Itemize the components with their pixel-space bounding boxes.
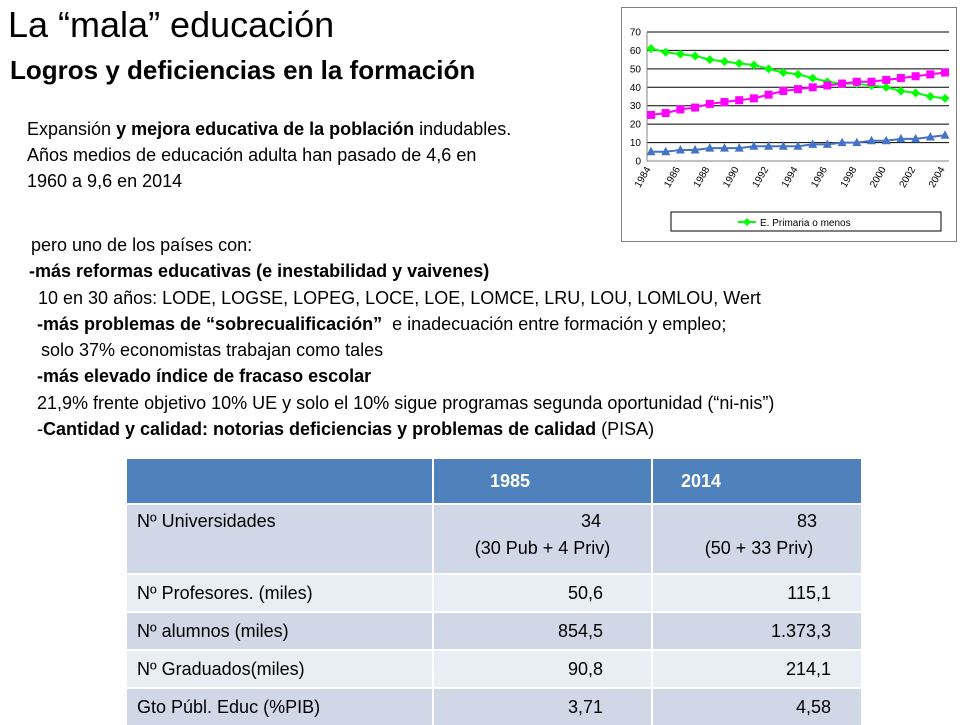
point-reforms-detail: 10 en 30 años: LODE, LOGSE, LOPEG, LOCE, LOE, LOMCE, LRU, LOU, LOMLOU, Wert xyxy=(38,287,761,308)
row-value-1985: 854,5 xyxy=(433,612,652,650)
data-point xyxy=(911,88,920,97)
data-point xyxy=(662,109,670,117)
row-value-2014: 1.373,3 xyxy=(652,612,862,650)
x-tick-label: 2002 xyxy=(897,165,919,190)
x-tick-label: 1986 xyxy=(662,165,683,190)
value-2014-main: 83 xyxy=(796,511,817,531)
point-failure-detail: 21,9% frente objetivo 10% UE y solo el 10% sigue programas segunda oportunidad (“ni-nis”) xyxy=(37,392,775,413)
data-point xyxy=(691,104,699,112)
intro-line-1-post: indudables. xyxy=(414,119,512,139)
data-point xyxy=(897,74,905,82)
y-tick-label: 70 xyxy=(629,27,641,39)
row-value-1985 xyxy=(433,504,652,574)
row-label: Nº Profesores. (miles) xyxy=(127,574,433,612)
intro-line-2: Años medios de educación adulta han pasado de 4,6 en xyxy=(27,145,477,165)
row-value-2014: 214,1 xyxy=(652,650,862,688)
table-row xyxy=(127,574,862,612)
point-quality xyxy=(29,416,954,442)
row-label: Nº Universidades xyxy=(127,504,433,574)
row-label: Nº Graduados(miles) xyxy=(127,650,433,688)
table-row xyxy=(127,650,862,688)
x-tick-label: 1988 xyxy=(691,165,713,190)
data-point xyxy=(896,86,905,95)
row-label: Nº alumnos (miles) xyxy=(127,612,433,650)
x-tick-label: 1998 xyxy=(838,164,860,190)
data-point xyxy=(794,70,803,79)
data-point xyxy=(941,69,949,77)
data-point xyxy=(808,74,817,83)
data-point xyxy=(676,105,684,113)
chart-svg xyxy=(622,8,956,241)
x-tick-label: 1994 xyxy=(779,165,801,190)
slide-title: La “mala” educación xyxy=(8,4,335,45)
data-point xyxy=(779,87,787,95)
table-row xyxy=(127,612,862,650)
data-point xyxy=(735,59,744,68)
point-quality-pre: - xyxy=(37,419,43,440)
data-point xyxy=(941,94,950,103)
data-point xyxy=(720,57,729,66)
data-point xyxy=(809,83,817,91)
data-point xyxy=(647,44,656,53)
data-point xyxy=(749,61,758,70)
data-point xyxy=(705,55,714,64)
row-value-1985: 3,71 xyxy=(433,688,652,725)
data-point xyxy=(721,98,729,106)
data-point xyxy=(765,91,773,99)
y-tick-label: 60 xyxy=(629,45,641,57)
data-point xyxy=(853,78,861,86)
value-1985-sub: (30 Pub + 4 Priv) xyxy=(474,538,611,558)
intro-line-3: 1960 a 9,6 en 2014 xyxy=(27,171,183,191)
y-tick-label: 50 xyxy=(629,64,641,76)
data-point xyxy=(794,85,802,93)
data-point xyxy=(735,96,743,104)
points-list xyxy=(29,232,954,442)
point-overqualification-rest: e inadecuación entre formación y empleo; xyxy=(382,313,727,334)
universities-table xyxy=(127,459,863,725)
y-tick-label: 10 xyxy=(629,138,641,150)
data-point xyxy=(750,94,758,102)
y-tick-label: 30 xyxy=(629,101,641,113)
y-tick-label: 40 xyxy=(629,82,641,94)
intro-line-1 xyxy=(27,116,617,142)
data-point xyxy=(647,111,655,119)
data-point xyxy=(926,70,934,78)
x-tick-label: 1984 xyxy=(632,165,654,190)
table-row xyxy=(127,688,862,725)
point-quality-bold: Cantidad y calidad: notorias deficiencias y problemas de calidad xyxy=(43,419,597,440)
data-point xyxy=(691,51,700,60)
point-reforms xyxy=(29,258,954,284)
data-point xyxy=(882,76,890,84)
point-quality-post: (PISA) xyxy=(596,419,655,440)
point-failure-text: -más elevado índice de fracaso escolar xyxy=(37,366,372,387)
row-value-2014 xyxy=(652,504,862,574)
table-header-1985: 1985 xyxy=(433,459,652,504)
point-overqualification-bold: -más problemas de “sobrecualificación” xyxy=(37,313,383,334)
value-1985-main: 34 xyxy=(580,511,601,531)
slide-subtitle: Logros y deficiencias en la formación xyxy=(10,55,476,85)
value-2014-sub: (50 + 33 Priv) xyxy=(704,538,814,558)
data-point xyxy=(882,83,891,92)
x-tick-label: 1996 xyxy=(809,165,830,190)
data-point xyxy=(706,100,714,108)
data-point xyxy=(676,50,685,59)
x-tick-label: 1992 xyxy=(750,165,772,190)
row-value-1985: 50,6 xyxy=(433,574,652,612)
point-failure xyxy=(29,363,954,389)
table-row xyxy=(127,504,862,574)
data-point xyxy=(823,81,831,89)
table-header-2014: 2014 xyxy=(652,459,862,504)
legend-label: E. Primaria o menos xyxy=(760,218,851,229)
data-point xyxy=(926,92,935,101)
row-label: Gto Públ. Educ (%PIB) xyxy=(127,688,433,725)
data-point xyxy=(764,64,773,73)
data-point xyxy=(868,78,876,86)
data-point xyxy=(912,72,920,80)
data-point xyxy=(779,68,788,77)
point-overqualification-detail: solo 37% economistas trabajan como tales xyxy=(41,340,384,361)
x-tick-label: 1990 xyxy=(721,165,742,190)
y-tick-label: 0 xyxy=(635,156,641,168)
points-lead: pero uno de los países con: xyxy=(31,235,253,255)
intro-paragraph xyxy=(27,116,617,194)
education-chart xyxy=(621,7,957,242)
row-value-2014: 4,58 xyxy=(652,688,862,725)
data-point xyxy=(838,80,846,88)
intro-line-1-bold: y mejora educativa de la población xyxy=(111,119,415,139)
row-value-1985: 90,8 xyxy=(433,650,652,688)
data-point xyxy=(941,130,950,139)
table-header-empty xyxy=(127,459,433,504)
point-overqualification xyxy=(29,311,954,337)
table-header-row xyxy=(127,459,862,504)
data-point xyxy=(661,48,670,57)
x-tick-label: 2004 xyxy=(926,165,948,190)
row-value-2014: 115,1 xyxy=(652,574,862,612)
x-tick-label: 2000 xyxy=(868,165,889,190)
intro-line-1-pre: Expansión xyxy=(27,119,112,139)
point-reforms-text: -más reformas educativas (e inestabilidad y vaivenes) xyxy=(29,261,490,282)
y-tick-label: 20 xyxy=(629,119,641,131)
